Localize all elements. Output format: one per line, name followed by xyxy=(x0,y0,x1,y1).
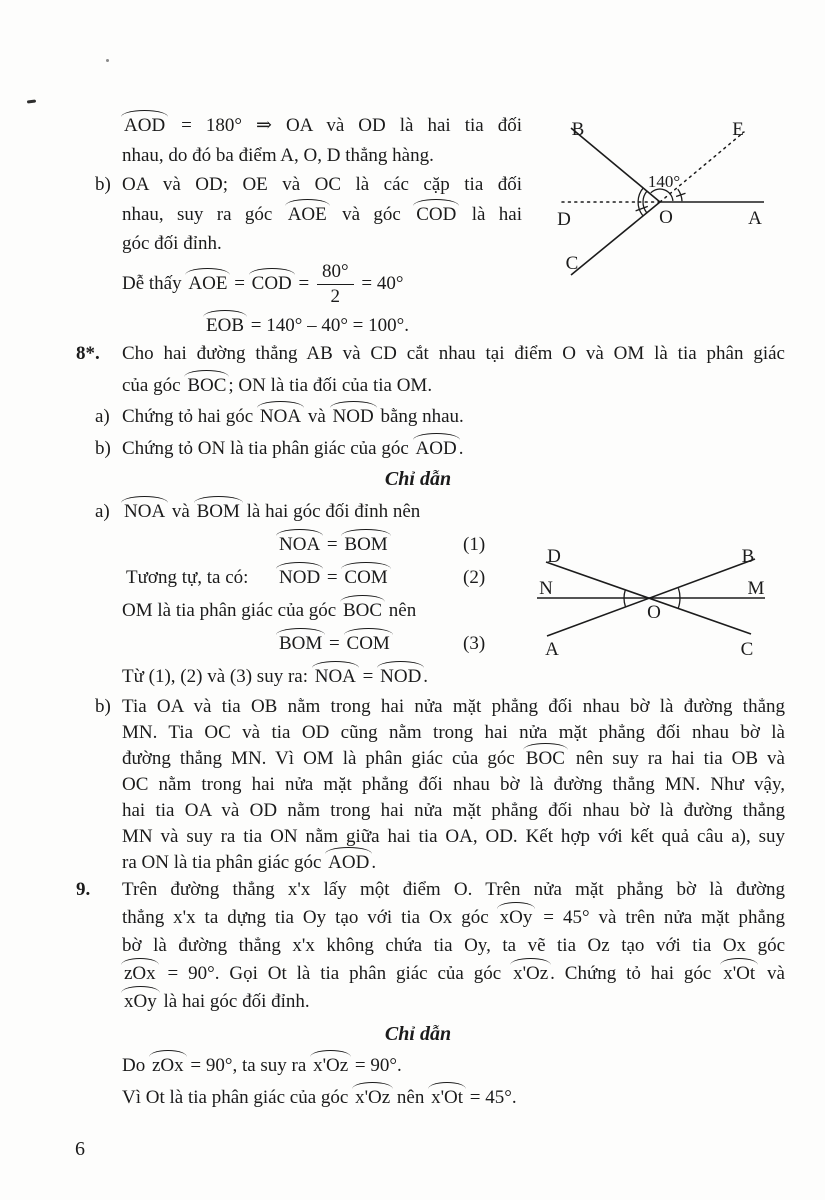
problem8-block xyxy=(76,338,785,496)
label-D: D xyxy=(547,546,561,567)
equation-number-3: (3) xyxy=(463,633,486,654)
angle-arc-notation: NOD xyxy=(279,567,321,588)
label-C: C xyxy=(740,639,754,660)
angle-arc-notation: zOx xyxy=(124,963,156,984)
angle-arc-notation: EOB xyxy=(206,314,244,336)
angle-arc-notation: AOD xyxy=(328,852,370,873)
text-line: a) NOA và BOM là hai góc đối đỉnh nên xyxy=(122,495,592,528)
equation-row xyxy=(122,627,592,660)
angle-arc-notation: xOy xyxy=(124,991,157,1012)
angle-arc-notation: x'Ot xyxy=(431,1087,464,1108)
label-C: C xyxy=(565,253,579,274)
problem9-block xyxy=(76,876,785,1016)
item-marker-a: a) xyxy=(95,406,110,427)
angle-arc-notation: COM xyxy=(346,633,390,654)
equation-1: NOA = BOM xyxy=(279,534,388,555)
text-line: Do zOx = 90°, ta suy ra x'Oz = 90°. xyxy=(122,1055,402,1076)
angle-arc-notation: NOD xyxy=(332,406,374,427)
diagram-angles-140 xyxy=(548,108,773,288)
hint8b-block xyxy=(95,694,785,876)
equation-number-2: (2) xyxy=(463,567,486,588)
text-line: MN. Tia OC và tia OD cũng nằm trong hai nửa mặt phẳng đối nhau bờ là xyxy=(122,722,785,743)
label-B: B xyxy=(571,119,585,140)
text-line: hai tia OA và OD nằm trong hai nửa mặt phẳng đối nhau bờ là đường thẳng xyxy=(122,800,785,821)
angle-arc-notation: COD xyxy=(416,203,457,225)
hint-heading: Chỉ dẫn xyxy=(384,1023,452,1045)
equation-2: NOD = COM xyxy=(279,567,388,588)
label-M: M xyxy=(747,578,765,599)
angle-arc-notation: x'Oz xyxy=(313,1055,349,1076)
hint-heading: Chỉ dẫn xyxy=(384,468,452,490)
equation-row xyxy=(122,561,592,594)
text-line: Vì Ot là tia phân giác của góc x'Oz nên x'Ot = 45°. xyxy=(122,1087,517,1108)
text-line: góc đối đỉnh. xyxy=(122,233,222,254)
text-line: MN và suy ra tia ON nằm giữa hai tia OA, OD. Kết hợp với kết quả câu a), suy xyxy=(122,826,785,847)
angle-arc-notation: NOA xyxy=(259,406,302,427)
angle-arc-notation: NOD xyxy=(380,666,422,687)
angle-arc-notation: BOM xyxy=(344,534,388,555)
text-line: nhau, suy ra góc AOE và góc COD là hai xyxy=(122,203,522,225)
equation-line: EOB = 140° – 40° = 100°. xyxy=(206,314,409,336)
angle-arc-notation: COM xyxy=(344,567,388,588)
text-line: thẳng x'x ta dựng tia Oy tạo với tia Ox góc xOy = 45° và trên nửa mặt phẳng xyxy=(122,907,785,928)
arc-MOC xyxy=(678,598,680,608)
equation-number-1: (1) xyxy=(463,534,486,555)
text-line: ra ON là tia phân giác góc AOD . xyxy=(122,852,377,873)
hint8a-block xyxy=(95,495,592,693)
text-line: Từ (1), (2) và (3) suy ra: NOA = NOD . xyxy=(122,666,429,687)
arc-NOD xyxy=(624,590,625,598)
page-number: 6 xyxy=(75,1138,85,1160)
item-a: a) Chứng tỏ hai góc NOA và NOD bằng nhau. xyxy=(122,401,785,433)
tick-DOC xyxy=(636,206,648,211)
angle-arc-notation: BOC xyxy=(525,748,565,769)
text-line: 9. Trên đường thẳng x'x lấy một điểm O. Trên nửa mặt phẳng bờ là đường xyxy=(122,876,785,904)
text-line: 8*. Cho hai đường thẳng AB và CD cắt nhau tại điểm O và OM là tia phân giác xyxy=(122,338,785,370)
angle-arc-notation: NOA xyxy=(314,666,356,687)
label-E: E xyxy=(732,119,744,140)
label-A: A xyxy=(748,208,762,229)
angle-arc-notation: AOD xyxy=(124,115,166,136)
angle-arc-notation: AOD xyxy=(415,437,457,459)
label-A: A xyxy=(545,639,559,660)
item-marker-a: a) xyxy=(95,501,110,522)
text-line: đường thẳng MN. Vì OM là phân giác của góc BOC nên suy ra hai tia OB và xyxy=(122,748,785,769)
angle-arc-notation: x'Ot xyxy=(723,963,756,984)
equation-line: Dễ thấy AOE = COD = $\frac{80^\circ}{2}$ = 40° xyxy=(122,260,404,307)
solution7-block xyxy=(95,111,522,343)
hint9-block xyxy=(122,1018,785,1114)
text-label: Tương tự, ta có: xyxy=(126,567,249,588)
text-line: xOy là hai góc đối đỉnh. xyxy=(124,991,310,1012)
equation-3: BOM = COM xyxy=(279,633,390,654)
label-N: N xyxy=(539,578,553,599)
angle-arc-notation: COD xyxy=(251,272,292,294)
angle-arc-notation: x'Oz xyxy=(513,963,549,984)
angle-arc-notation: AOE xyxy=(188,272,228,294)
label-D: D xyxy=(557,209,571,230)
scan-artifact xyxy=(27,99,36,103)
item-marker-b: b) xyxy=(95,174,111,195)
arc-BOM xyxy=(678,588,680,598)
text-line: bờ là đường thẳng x'x không chứa tia Oy, ta vẽ tia Oz tạo với tia Ox góc xyxy=(122,935,785,956)
text-line: AOD = 180° ⇒ OA và OD là hai tia đối xyxy=(124,115,522,136)
angle-arc-notation: BOC xyxy=(187,374,227,396)
text-line: nhau, do đó ba điểm A, O, D thẳng hàng. xyxy=(122,144,434,166)
label-B: B xyxy=(741,546,755,567)
fraction: $\frac{80^\circ}{2}$ xyxy=(317,261,354,308)
text-line: OC nằm trong hai nửa mặt phẳng đối nhau bờ là đường thẳng MN. Như vậy, xyxy=(122,774,785,795)
angle-arc-notation: BOM xyxy=(279,633,323,654)
item-b: b) Chứng tỏ ON là tia phân giác của góc AOD . xyxy=(122,433,785,465)
label-O: O xyxy=(647,602,661,623)
scan-artifact xyxy=(106,59,109,62)
ray-OC xyxy=(571,202,660,275)
angle-arc-notation: NOA xyxy=(279,534,321,555)
text-line: của góc BOC ; ON là tia đối của tia OM. xyxy=(122,374,433,396)
angle-arc-notation: BOM xyxy=(196,501,240,522)
diagram-three-lines xyxy=(535,540,770,665)
angle-arc-notation: x'Oz xyxy=(355,1087,391,1108)
arc-NOA xyxy=(624,598,625,607)
angle-arc-notation: NOA xyxy=(124,501,166,522)
angle-arc-notation: xOy xyxy=(499,907,533,928)
angle-arc-notation: BOC xyxy=(342,600,383,621)
angle-arc-notation: AOE xyxy=(287,203,327,225)
text-line: b) OA và OD; OE và OC là các cặp tia đối xyxy=(122,170,522,200)
ray-OE-dashed xyxy=(660,132,744,202)
text-line: OM là tia phân giác của góc BOC nên xyxy=(122,600,417,621)
angle-arc-notation: zOx xyxy=(151,1055,184,1076)
item-marker-b: b) xyxy=(95,437,111,459)
angle-value-140: 140° xyxy=(647,172,681,191)
equation-row xyxy=(122,528,592,561)
text-line: b) Tia OA và tia OB nằm trong hai nửa mặt phẳng đối nhau bờ là đường thẳng xyxy=(122,694,785,720)
item-marker-b: b) xyxy=(95,696,111,717)
problem-number: 9. xyxy=(76,879,91,900)
problem-number: 8*. xyxy=(76,343,100,364)
text-line: zOx = 90°. Gọi Ot là tia phân giác của góc x'Oz . Chứng tỏ hai góc x'Ot và xyxy=(124,963,785,984)
label-O: O xyxy=(659,207,673,228)
